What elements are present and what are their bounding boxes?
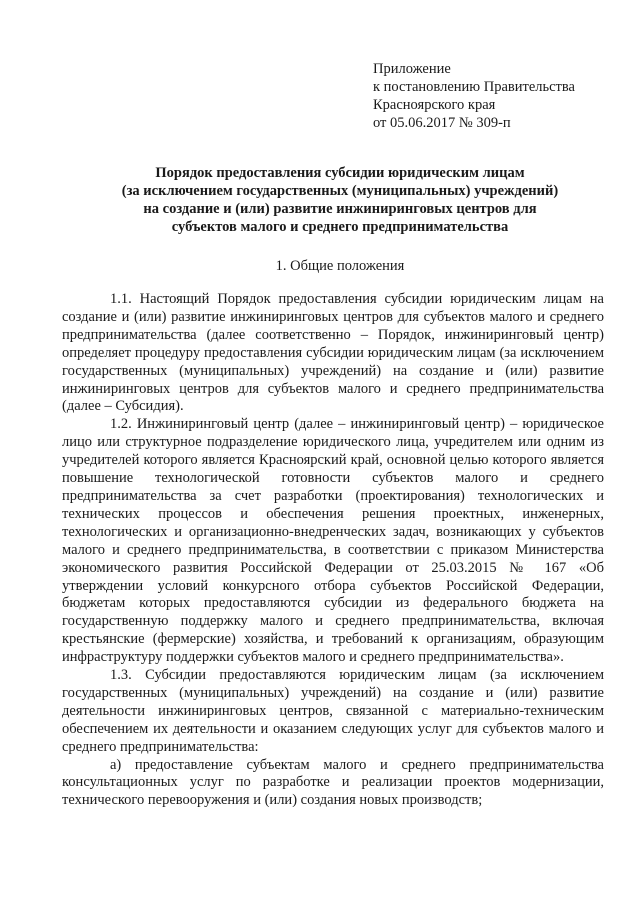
appendix-line-2: к постановлению Правительства [373, 79, 575, 95]
title-line-4: субъектов малого и среднего предпринимательства [171, 219, 509, 235]
document-body [62, 291, 604, 810]
paragraph-1-3: 1.3. Субсидии предоставляются юридическим лицам (за исключением государственных (муниципальных) учреждений) на создание и (или) развитие деятельности инжиниринговых центров, связанной с материально-техническим обеспечением их деятельности и оказанием следующих услуг для субъектов малого и среднего предпринимательства: [62, 667, 604, 755]
title-line-3: на создание и (или) развитие инжиниринговых центров для [143, 201, 537, 217]
document-title [60, 164, 620, 236]
section-heading: 1. Общие положения [275, 258, 405, 274]
title-line-1: Порядок предоставления субсидии юридическим лицам [155, 165, 525, 181]
appendix-line-4: от 05.06.2017 № 309-п [373, 115, 511, 131]
appendix-block [373, 60, 633, 132]
title-line-2: (за исключением государственных (муниципальных) учреждений) [121, 183, 559, 199]
appendix-line-3: Красноярского края [373, 97, 496, 113]
paragraph-1-2: 1.2. Инжиниринговый центр (далее – инжиниринговый центр) – юридическое лицо или структурное подразделение юридического лица, учредителем или одним из учредителей которого является Красноярский край, основной целью которого является повышение технологической готовности субъектов малого и среднего предпринимательства за счет разработки (проектирования) технологических и технических процессов и обеспечения решения проектных, инженерных, технологических и организационно-внедренческих задач, возникающих у субъектов малого и среднего предпринимательства, в соответствии с приказом Министерства экономического развития Российской Федерации от 25.03.2015 № 167 «Об утверждении условий конкурсного отбора субъектов Российской Федерации, бюджетам которых предоставляются субсидии из федерального бюджета на государственную поддержку малого и среднего предпринимательства, включая крестьянские (фермерские) хозяйства, и требований к организациям, образующим инфраструктуру поддержки субъектов малого и среднего предпринимательства». [62, 416, 604, 666]
appendix-line-1: Приложение [373, 61, 451, 77]
paragraph-1-1: 1.1. Настоящий Порядок предоставления субсидии юридическим лицам на создание и (или) развитие инжиниринговых центров для субъектов малого и среднего предпринимательства (далее соответственно – Порядок, инжиниринговый центр) определяет процедуру предоставления субсидии юридическим лицам (за исключением государственных (муниципальных) учреждений) на создание и (или) развитие инжиниринговых центров для субъектов малого и среднего предпринимательства (далее – Субсидия). [62, 291, 604, 415]
paragraph-a: а) предоставление субъектам малого и среднего предпринимательства консультационных услуг по разработке и реализации проектов модернизации, технического перевооружения и (или) создания новых производств; [62, 756, 604, 809]
